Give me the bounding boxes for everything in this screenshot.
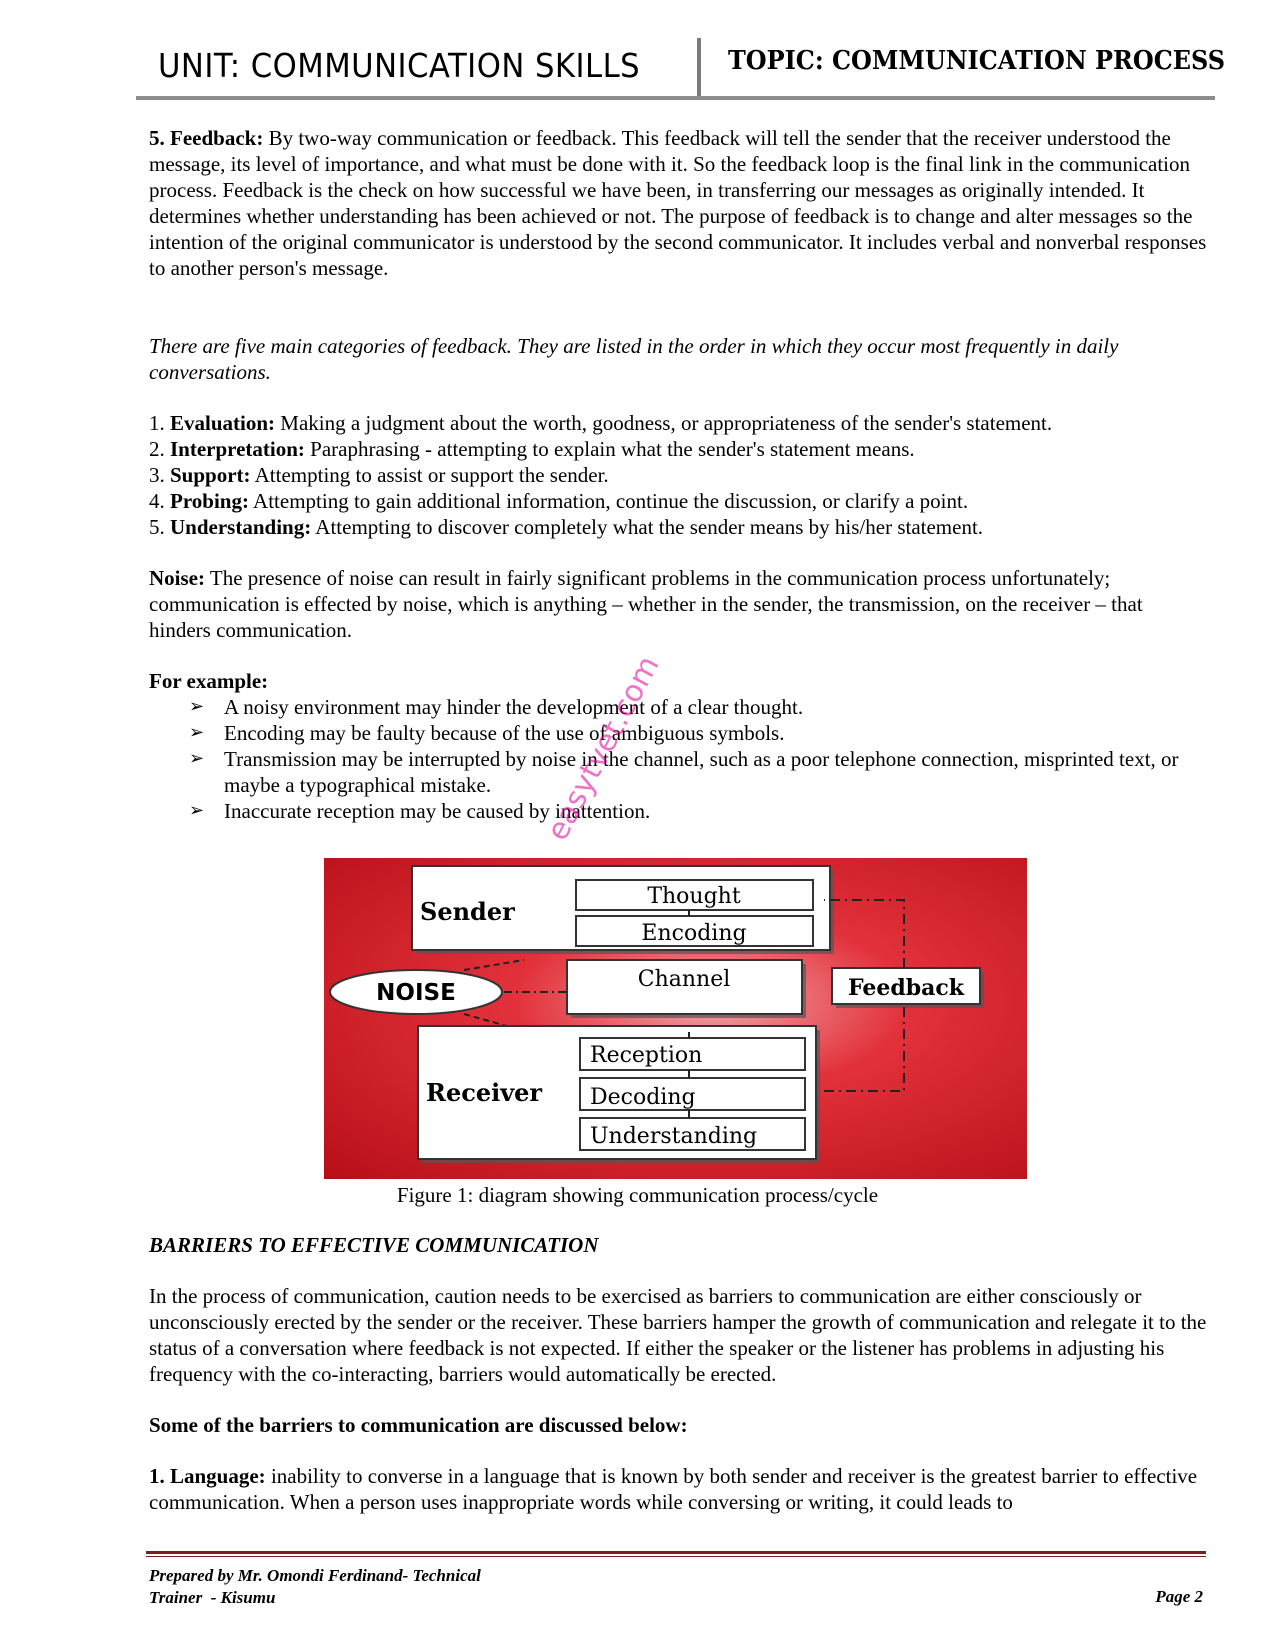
page-number: Page 2 bbox=[1155, 1587, 1203, 1606]
bullet-icon: ➢ bbox=[189, 748, 205, 768]
category-item: 1. Evaluation: Making a judgment about the worth, goodness, or appropriateness of the sender's statement. bbox=[149, 411, 1053, 435]
bullet-icon: ➢ bbox=[189, 800, 205, 820]
sender-label: Sender bbox=[420, 897, 515, 926]
communication-process-diagram bbox=[324, 858, 1027, 1179]
header-divider bbox=[697, 38, 701, 96]
feedback-body: By two-way communication or feedback. This feedback will tell the sender that the receiver understood the message, its level of importance, and what must be done with it. So the feedback loop is the final link in the communication process. Feedback is the check on how successful we have been, in transferring our messages as originally intended. It determines whether understanding has been achieved or not. The purpose of feedback is to change and alter messages so the intention of the original communicator is understood by the second communicator. It includes verbal and nonverbal responses to another person's message. bbox=[149, 126, 1207, 280]
footer-author-line1: Prepared by Mr. Omondi Ferdinand- Technical bbox=[149, 1566, 481, 1585]
topic-title: TOPIC: COMMUNICATION PROCESS bbox=[728, 46, 1226, 76]
reception-label: Reception bbox=[590, 1043, 703, 1068]
understanding-label: Understanding bbox=[590, 1124, 758, 1149]
footer-author-line2: Trainer - Kisumu bbox=[149, 1588, 276, 1607]
barriers-paragraph: In the process of communication, caution needs to be exercised as barriers to communication are either consciously or unconsciously erected by the sender or the receiver. These barriers hamper the growth of communication and relegate it to the status of a conversation where feedback is not expected. If either the speaker or the listener has problems in adjusting his frequency with the co-interacting, barriers would automatically be erected. bbox=[149, 1284, 1207, 1386]
barriers-subheading: Some of the barriers to communication are discussed below: bbox=[149, 1413, 688, 1437]
bullet-icon: ➢ bbox=[189, 722, 205, 742]
thought-label: Thought bbox=[647, 884, 741, 909]
receiver-label: Receiver bbox=[426, 1078, 543, 1107]
example-item: Inaccurate reception may be caused by inattention. bbox=[224, 799, 651, 823]
footer-rule bbox=[146, 1551, 1206, 1554]
category-item: 4. Probing: Attempting to gain additional information, continue the discussion, or clarify a point. bbox=[149, 489, 969, 513]
decoding-label: Decoding bbox=[590, 1085, 696, 1110]
header-rule bbox=[136, 96, 1215, 100]
feedback-lead: 5. Feedback: bbox=[149, 126, 264, 150]
feedback-label: Feedback bbox=[847, 975, 965, 1001]
unit-title: UNIT: COMMUNICATION SKILLS bbox=[158, 46, 641, 85]
example-item: A noisy environment may hinder the development of a clear thought. bbox=[224, 695, 804, 719]
noise-paragraph bbox=[149, 565, 1209, 643]
example-heading: For example: bbox=[149, 669, 269, 693]
figure-caption: Figure 1: diagram showing communication process/cycle bbox=[396, 1183, 879, 1207]
footer-rule-thin bbox=[146, 1556, 1206, 1557]
bullet-icon: ➢ bbox=[189, 696, 205, 716]
noise-body: The presence of noise can result in fairly significant problems in the communication process unfortunately; communication is effected by noise, which is anything – whether in the sender, the transmission, on the receiver – that hinders communication. bbox=[149, 566, 1143, 642]
noise-lead: Noise: bbox=[149, 566, 205, 590]
encoding-label: Encoding bbox=[641, 921, 747, 946]
category-item: 2. Interpretation: Paraphrasing - attempting to explain what the sender's statement means. bbox=[149, 437, 915, 461]
category-item: 3. Support: Attempting to assist or support the sender. bbox=[149, 463, 609, 487]
watermark: easytvet.com bbox=[540, 650, 667, 847]
language-body: inability to converse in a language that is known by both sender and receiver is the greatest barrier to effective communication. When a person uses inappropriate words while conversing or writing, it could leads to bbox=[149, 1464, 1198, 1514]
feedback-paragraph bbox=[149, 125, 1209, 281]
categories-intro: There are five main categories of feedback. They are listed in the order in which they occur most frequently in daily conversations. bbox=[149, 334, 1119, 384]
footer-author bbox=[149, 1565, 481, 1609]
example-item: Transmission may be interrupted by noise in the channel, such as a poor telephone connection, misprinted text, or maybe a typographical mistake. bbox=[224, 747, 1179, 797]
language-lead: 1. Language: bbox=[149, 1464, 266, 1488]
channel-label: Channel bbox=[637, 967, 731, 992]
language-paragraph bbox=[149, 1463, 1209, 1515]
noise-label: NOISE bbox=[376, 980, 456, 1006]
example-item: Encoding may be faulty because of the use of ambiguous symbols. bbox=[224, 721, 785, 745]
barriers-heading: BARRIERS TO EFFECTIVE COMMUNICATION bbox=[149, 1233, 599, 1257]
categories-list bbox=[149, 410, 1209, 540]
category-item: 5. Understanding: Attempting to discover completely what the sender means by his/her statement. bbox=[149, 515, 984, 539]
